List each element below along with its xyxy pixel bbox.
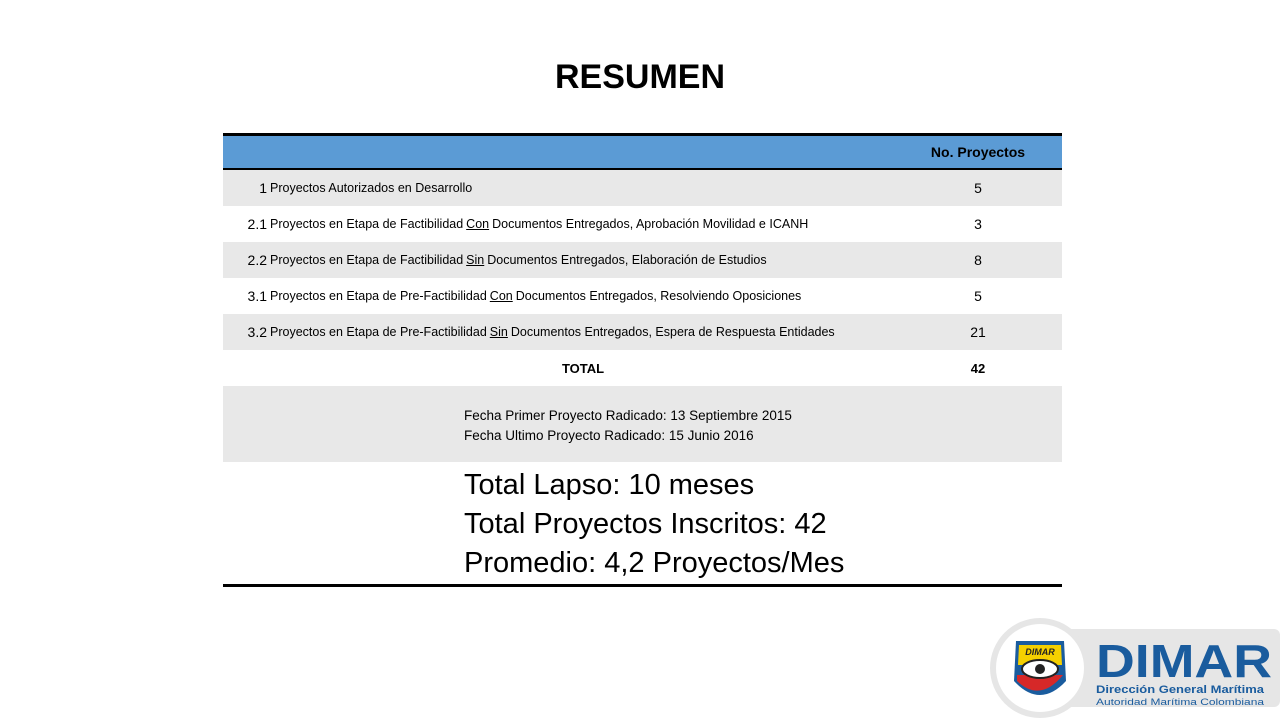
total-row xyxy=(223,350,1062,386)
total-label: TOTAL xyxy=(561,360,605,376)
svg-text:DIMAR: DIMAR xyxy=(1025,647,1055,657)
row-number: 2.2 xyxy=(247,252,267,268)
total-projects: Total Proyectos Inscritos: 42 xyxy=(464,508,827,540)
column-header-projects: No. Proyectos xyxy=(930,144,1026,160)
row-value: 5 xyxy=(974,180,982,196)
row-value: 3 xyxy=(974,216,982,232)
dates-block xyxy=(223,386,1062,462)
row-emphasis: Con xyxy=(489,289,513,303)
row-value: 21 xyxy=(970,324,986,340)
dimar-logo xyxy=(988,617,1280,720)
row-value: 8 xyxy=(974,252,982,268)
row-number: 3.2 xyxy=(247,324,267,340)
row-number: 2.1 xyxy=(247,216,267,232)
row-number: 1 xyxy=(259,180,267,196)
table-row xyxy=(223,314,1062,350)
row-description: Proyectos Autorizados en Desarrollo xyxy=(270,181,473,195)
table-header xyxy=(223,133,1062,170)
first-date: Fecha Primer Proyecto Radicado: 13 Septiembre 2015 xyxy=(464,408,792,423)
page-title: RESUMEN xyxy=(554,58,726,96)
row-description: Proyectos en Etapa de Factibilidad Sin Documentos Entregados, Elaboración de Estudios xyxy=(270,253,767,267)
total-lapse: Total Lapso: 10 meses xyxy=(464,469,755,501)
logo-brand: DIMAR xyxy=(1096,635,1272,687)
logo-line1: Dirección General Marítima xyxy=(1096,684,1266,696)
table-row xyxy=(223,242,1062,278)
row-description: Proyectos en Etapa de Pre-Factibilidad Sin Documentos Entregados, Espera de Respuesta Entidades xyxy=(270,325,835,339)
row-emphasis: Sin xyxy=(489,325,508,339)
summary-block xyxy=(223,462,1062,587)
row-description: Proyectos en Etapa de Pre-Factibilidad Con Documentos Entregados, Resolviendo Oposiciones xyxy=(270,289,802,303)
average: Promedio: 4,2 Proyectos/Mes xyxy=(464,547,845,579)
last-date: Fecha Ultimo Proyecto Radicado: 15 Junio 2016 xyxy=(464,428,754,443)
total-value: 42 xyxy=(970,360,986,376)
shield-icon xyxy=(1014,641,1066,695)
row-emphasis: Sin xyxy=(466,253,485,267)
row-value: 5 xyxy=(974,288,982,304)
table-row xyxy=(223,278,1062,314)
logo-line2: Autoridad Marítima Colombiana xyxy=(1096,697,1264,707)
table-row xyxy=(223,170,1062,206)
row-number: 3.1 xyxy=(247,288,267,304)
table-row xyxy=(223,206,1062,242)
row-emphasis: Con xyxy=(466,217,490,231)
row-description: Proyectos en Etapa de Factibilidad Con Documentos Entregados, Aprobación Movilidad e ICANH xyxy=(270,217,809,231)
summary-table xyxy=(223,133,1062,587)
